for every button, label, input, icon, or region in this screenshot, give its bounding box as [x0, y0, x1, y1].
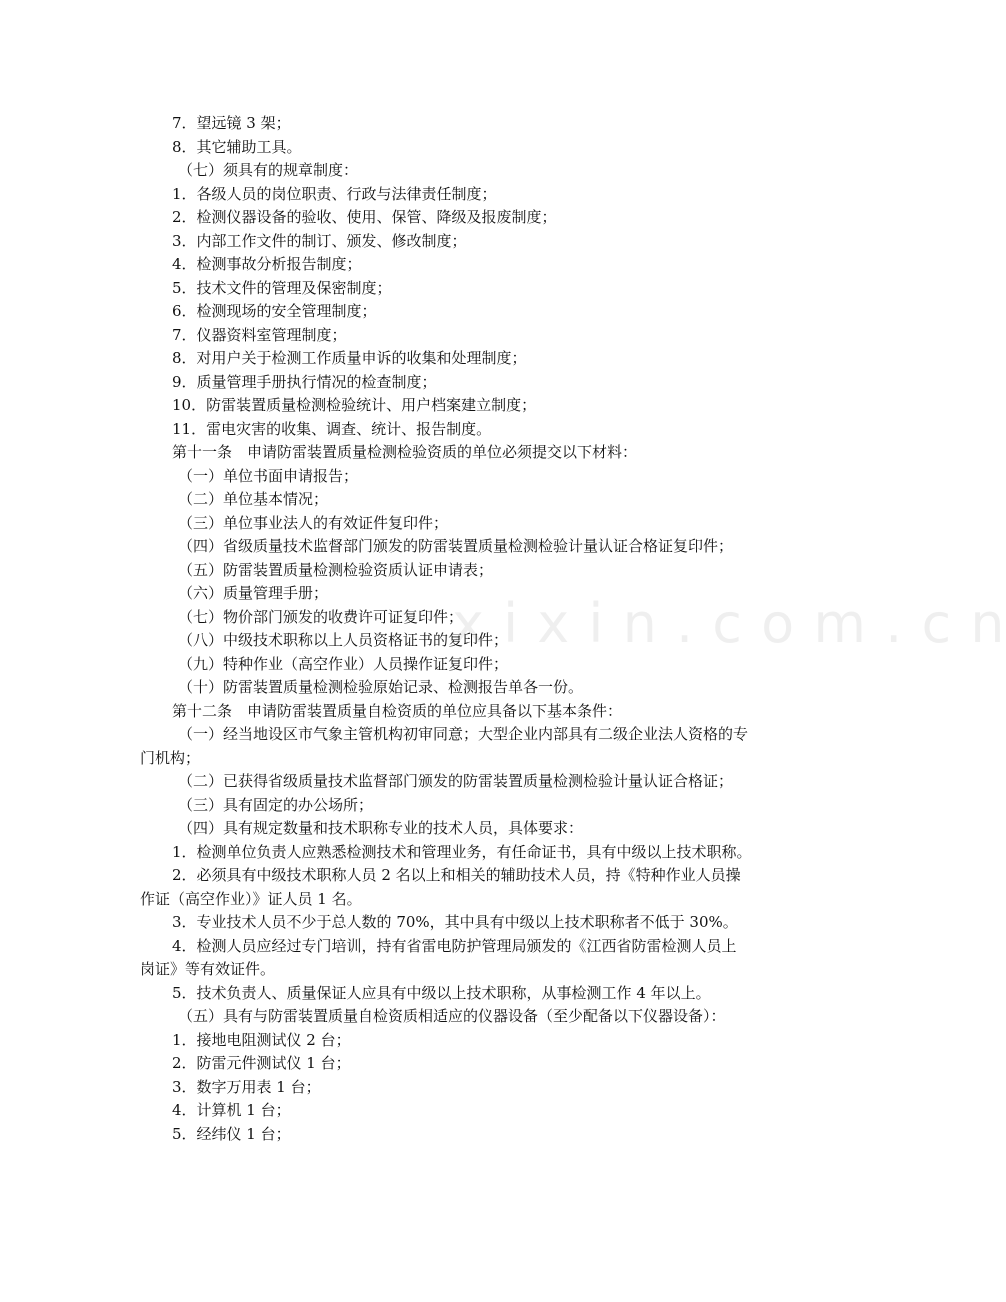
text-line: （五）具有与防雷装置质量自检资质相适应的仪器设备（至少配备以下仪器设备）：	[178, 1007, 726, 1025]
text-line: 门机构；	[140, 748, 201, 767]
text-line: （七）须具有的规章制度：	[178, 161, 359, 179]
text-line: 9．质量管理手册执行情况的检查制度；	[172, 372, 437, 391]
text-line: 3．专业技术人员不少于总人数的 70%，其中具有中级以上技术职称者不低于 30%。	[172, 913, 738, 931]
text-line: 11．雷电灾害的收集、调查、统计、报告制度。	[172, 419, 492, 438]
text-line: 4．检测事故分析报告制度；	[172, 255, 362, 273]
text-line: （七）物价部门颁发的收费许可证复印件；	[178, 607, 464, 626]
text-line: 7．仪器资料室管理制度；	[172, 325, 347, 344]
text-line: 作证（高空作业）》证人员 1 名。	[140, 889, 362, 908]
text-line: （六）质量管理手册；	[178, 584, 329, 602]
article-heading: 第十二条 申请防雷装置质量自检资质的单位应具备以下基本条件：	[172, 701, 623, 720]
text-line: 5．经纬仪 1 台；	[172, 1124, 291, 1143]
text-line: （一）经当地设区市气象主管机构初审同意；大型企业内部具有二级企业法人资格的专	[178, 725, 749, 743]
article-heading: 第十一条 申请防雷装置质量检测检验资质的单位必须提交以下材料：	[172, 443, 638, 461]
text-line: 1．各级人员的岗位职责、行政与法律责任制度；	[172, 184, 497, 203]
text-line: 8．对用户关于检测工作质量申诉的收集和处理制度；	[172, 349, 527, 367]
text-line: 2．必须具有中级技术职称人员 2 名以上和相关的辅助技术人员，持《特种作业人员操	[172, 866, 741, 884]
text-line: （三）单位事业法人的有效证件复印件；	[178, 513, 449, 532]
text-line: 4．计算机 1 台；	[172, 1101, 291, 1119]
watermark-text: x i x i n . c o m . c n	[452, 592, 1006, 655]
text-line: （一）单位书面申请报告；	[178, 466, 359, 485]
text-line: 10．防雷装置质量检测检验统计、用户档案建立制度；	[172, 396, 537, 414]
text-line: 5．技术文件的管理及保密制度；	[172, 278, 392, 297]
text-line: （十）防雷装置质量检测检验原始记录、检测报告单各一份。	[178, 678, 584, 696]
text-line: （九）特种作业（高空作业）人员操作证复印件；	[178, 654, 509, 673]
text-line: 1．检测单位负责人应熟悉检测技术和管理业务，有任命证书，具有中级以上技术职称。	[172, 842, 752, 861]
text-line: 6．检测现场的安全管理制度；	[172, 302, 377, 320]
text-line: 7．望远镜 3 架；	[172, 114, 291, 132]
text-line: 岗证》等有效证件。	[140, 960, 276, 978]
text-line: （二）已获得省级质量技术监督部门颁发的防雷装置质量检测检验计量认证合格证；	[178, 772, 734, 790]
text-line: （五）防雷装置质量检测检验资质认证申请表；	[178, 560, 494, 579]
text-line: （三）具有固定的办公场所；	[178, 795, 374, 814]
text-line: 5．技术负责人、质量保证人应具有中级以上技术职称，从事检测工作 4 年以上。	[172, 983, 711, 1002]
document-body	[0, 112, 920, 1146]
text-line: （四）具有规定数量和技术职称专业的技术人员，具体要求：	[178, 819, 584, 837]
text-line: （四）省级质量技术监督部门颁发的防雷装置质量检测检验计量认证合格证复印件；	[178, 537, 734, 555]
text-line: （八）中级技术职称以上人员资格证书的复印件；	[178, 631, 509, 649]
text-line: 3．内部工作文件的制订、颁发、修改制度；	[172, 231, 467, 250]
text-line: 1．接地电阻测试仪 2 台；	[172, 1030, 351, 1049]
text-line: 4．检测人员应经过专门培训，持有省雷电防护管理局颁发的《江西省防雷检测人员上	[172, 936, 737, 955]
text-line: 8．其它辅助工具。	[172, 137, 302, 156]
text-line: 2．检测仪器设备的验收、使用、保管、降级及报废制度；	[172, 208, 557, 226]
text-line: 2．防雷元件测试仪 1 台；	[172, 1054, 351, 1072]
text-line: 3．数字万用表 1 台；	[172, 1077, 321, 1096]
text-line: （二）单位基本情况；	[178, 490, 329, 508]
